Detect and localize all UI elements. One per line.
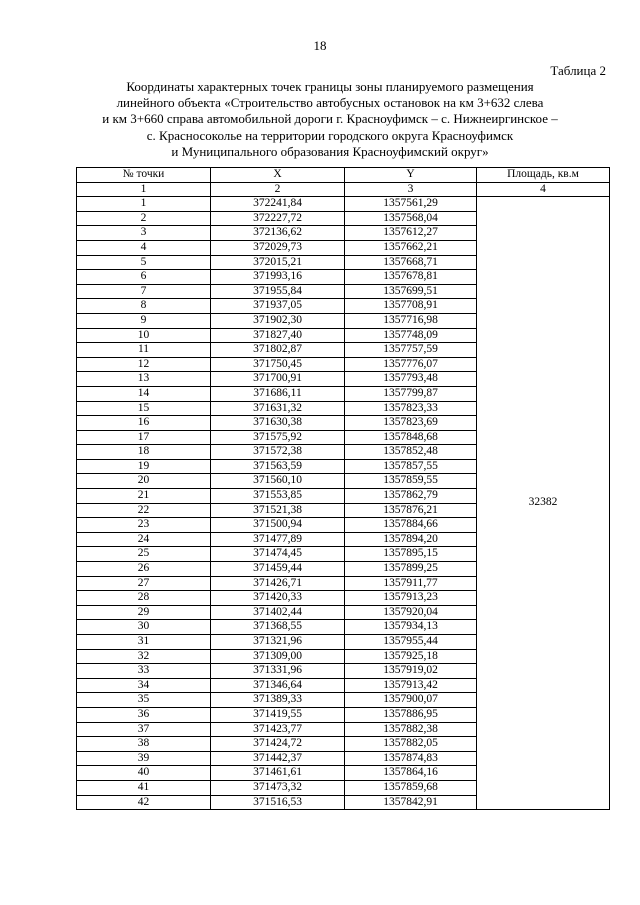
point-number-cell: 20	[77, 474, 211, 489]
y-coordinate-cell: 1357900,07	[345, 693, 477, 708]
point-number-cell: 12	[77, 357, 211, 372]
y-coordinate-cell: 1357862,79	[345, 489, 477, 504]
x-coordinate-cell: 371802,87	[211, 343, 345, 358]
y-coordinate-cell: 1357842,91	[345, 795, 477, 810]
point-number-cell: 14	[77, 386, 211, 401]
y-coordinate-cell: 1357568,04	[345, 211, 477, 226]
y-coordinate-cell: 1357886,95	[345, 707, 477, 722]
point-number-cell: 3	[77, 226, 211, 241]
column-number: 2	[211, 182, 345, 197]
y-coordinate-cell: 1357799,87	[345, 386, 477, 401]
point-number-cell: 17	[77, 430, 211, 445]
y-coordinate-cell: 1357894,20	[345, 532, 477, 547]
y-coordinate-cell: 1357776,07	[345, 357, 477, 372]
area-value-cell: 32382	[477, 197, 610, 810]
x-coordinate-cell: 371424,72	[211, 737, 345, 752]
caption-line: с. Красносоколье на территории городского округа Красноуфимск	[146, 127, 514, 143]
point-number-cell: 29	[77, 605, 211, 620]
x-coordinate-cell: 371937,05	[211, 299, 345, 314]
y-coordinate-cell: 1357678,81	[345, 270, 477, 285]
y-coordinate-cell: 1357925,18	[345, 649, 477, 664]
x-coordinate-cell: 371827,40	[211, 328, 345, 343]
y-coordinate-cell: 1357662,21	[345, 240, 477, 255]
point-number-cell: 37	[77, 722, 211, 737]
y-coordinate-cell: 1357895,15	[345, 547, 477, 562]
point-number-cell: 30	[77, 620, 211, 635]
y-coordinate-cell: 1357882,38	[345, 722, 477, 737]
x-coordinate-cell: 372241,84	[211, 197, 345, 212]
x-coordinate-cell: 371630,38	[211, 416, 345, 431]
point-number-cell: 38	[77, 737, 211, 752]
point-number-cell: 40	[77, 766, 211, 781]
x-coordinate-cell: 371902,30	[211, 313, 345, 328]
point-number-cell: 41	[77, 780, 211, 795]
table-label: Таблица 2	[550, 63, 606, 78]
caption-line: линейного объекта «Строительство автобусных остановок на км 3+632 слева	[116, 95, 544, 111]
x-coordinate-cell: 371309,00	[211, 649, 345, 664]
x-coordinate-cell: 371553,85	[211, 489, 345, 504]
column-number: 4	[477, 182, 610, 197]
x-coordinate-cell: 371560,10	[211, 474, 345, 489]
x-coordinate-cell: 372136,62	[211, 226, 345, 241]
header-x: X	[211, 168, 345, 183]
point-number-cell: 25	[77, 547, 211, 562]
point-number-cell: 31	[77, 635, 211, 650]
table-header-row	[77, 168, 610, 183]
point-number-cell: 19	[77, 459, 211, 474]
y-coordinate-cell: 1357716,98	[345, 313, 477, 328]
column-number: 1	[77, 182, 211, 197]
y-coordinate-cell: 1357882,05	[345, 737, 477, 752]
point-number-cell: 10	[77, 328, 211, 343]
point-number-cell: 32	[77, 649, 211, 664]
x-coordinate-cell: 371750,45	[211, 357, 345, 372]
header-point-number: № точки	[77, 168, 211, 183]
y-coordinate-cell: 1357920,04	[345, 605, 477, 620]
point-number-cell: 15	[77, 401, 211, 416]
y-coordinate-cell: 1357864,16	[345, 766, 477, 781]
point-number-cell: 23	[77, 518, 211, 533]
column-number: 3	[345, 182, 477, 197]
y-coordinate-cell: 1357911,77	[345, 576, 477, 591]
x-coordinate-cell: 371346,64	[211, 678, 345, 693]
y-coordinate-cell: 1357857,55	[345, 459, 477, 474]
y-coordinate-cell: 1357884,66	[345, 518, 477, 533]
x-coordinate-cell: 371474,45	[211, 547, 345, 562]
point-number-cell: 16	[77, 416, 211, 431]
coordinates-table	[76, 167, 610, 810]
y-coordinate-cell: 1357793,48	[345, 372, 477, 387]
y-coordinate-cell: 1357934,13	[345, 620, 477, 635]
header-y: Y	[345, 168, 477, 183]
x-coordinate-cell: 371459,44	[211, 562, 345, 577]
point-number-cell: 13	[77, 372, 211, 387]
point-number-cell: 7	[77, 284, 211, 299]
y-coordinate-cell: 1357823,33	[345, 401, 477, 416]
point-number-cell: 5	[77, 255, 211, 270]
x-coordinate-cell: 371572,38	[211, 445, 345, 460]
y-coordinate-cell: 1357699,51	[345, 284, 477, 299]
y-coordinate-cell: 1357708,91	[345, 299, 477, 314]
x-coordinate-cell: 371442,37	[211, 751, 345, 766]
x-coordinate-cell: 371700,91	[211, 372, 345, 387]
table-row	[77, 197, 610, 212]
x-coordinate-cell: 371402,44	[211, 605, 345, 620]
point-number-cell: 34	[77, 678, 211, 693]
x-coordinate-cell: 371461,61	[211, 766, 345, 781]
page-number: 18	[313, 38, 327, 53]
point-number-cell: 36	[77, 707, 211, 722]
x-coordinate-cell: 371563,59	[211, 459, 345, 474]
x-coordinate-cell: 371423,77	[211, 722, 345, 737]
point-number-cell: 39	[77, 751, 211, 766]
x-coordinate-cell: 372015,21	[211, 255, 345, 270]
point-number-cell: 8	[77, 299, 211, 314]
y-coordinate-cell: 1357876,21	[345, 503, 477, 518]
x-coordinate-cell: 372029,73	[211, 240, 345, 255]
point-number-cell: 4	[77, 240, 211, 255]
point-number-cell: 18	[77, 445, 211, 460]
header-area: Площадь, кв.м	[477, 168, 610, 183]
point-number-cell: 9	[77, 313, 211, 328]
x-coordinate-cell: 371500,94	[211, 518, 345, 533]
point-number-cell: 42	[77, 795, 211, 810]
caption-line: и км 3+660 справа автомобильной дороги г. Красноуфимск – с. Нижнеиргинское –	[102, 111, 558, 127]
y-coordinate-cell: 1357852,48	[345, 445, 477, 460]
x-coordinate-cell: 371389,33	[211, 693, 345, 708]
y-coordinate-cell: 1357874,83	[345, 751, 477, 766]
point-number-cell: 11	[77, 343, 211, 358]
point-number-cell: 24	[77, 532, 211, 547]
caption-line: Координаты характерных точек границы зоны планируемого размещения	[126, 79, 534, 94]
y-coordinate-cell: 1357748,09	[345, 328, 477, 343]
x-coordinate-cell: 371631,32	[211, 401, 345, 416]
x-coordinate-cell: 371477,89	[211, 532, 345, 547]
point-number-cell: 28	[77, 591, 211, 606]
point-number-cell: 2	[77, 211, 211, 226]
x-coordinate-cell: 371419,55	[211, 707, 345, 722]
point-number-cell: 35	[77, 693, 211, 708]
y-coordinate-cell: 1357823,69	[345, 416, 477, 431]
y-coordinate-cell: 1357668,71	[345, 255, 477, 270]
y-coordinate-cell: 1357859,68	[345, 780, 477, 795]
point-number-cell: 27	[77, 576, 211, 591]
y-coordinate-cell: 1357859,55	[345, 474, 477, 489]
point-number-cell: 22	[77, 503, 211, 518]
x-coordinate-cell: 371368,55	[211, 620, 345, 635]
point-number-cell: 21	[77, 489, 211, 504]
column-number-row	[77, 182, 610, 197]
x-coordinate-cell: 371516,53	[211, 795, 345, 810]
point-number-cell: 33	[77, 664, 211, 679]
x-coordinate-cell: 371420,33	[211, 591, 345, 606]
y-coordinate-cell: 1357919,02	[345, 664, 477, 679]
x-coordinate-cell: 371331,96	[211, 664, 345, 679]
caption-line: и Муниципального образования Красноуфимский округ»	[171, 143, 489, 159]
y-coordinate-cell: 1357913,42	[345, 678, 477, 693]
point-number-cell: 1	[77, 197, 211, 212]
x-coordinate-cell: 371473,32	[211, 780, 345, 795]
x-coordinate-cell: 371993,16	[211, 270, 345, 285]
x-coordinate-cell: 371686,11	[211, 386, 345, 401]
table-body	[77, 197, 610, 810]
y-coordinate-cell: 1357612,27	[345, 226, 477, 241]
y-coordinate-cell: 1357913,23	[345, 591, 477, 606]
y-coordinate-cell: 1357757,59	[345, 343, 477, 358]
x-coordinate-cell: 371321,96	[211, 635, 345, 650]
point-number-cell: 6	[77, 270, 211, 285]
y-coordinate-cell: 1357955,44	[345, 635, 477, 650]
table-caption	[60, 79, 600, 160]
x-coordinate-cell: 371575,92	[211, 430, 345, 445]
y-coordinate-cell: 1357848,68	[345, 430, 477, 445]
y-coordinate-cell: 1357899,25	[345, 562, 477, 577]
point-number-cell: 26	[77, 562, 211, 577]
x-coordinate-cell: 371426,71	[211, 576, 345, 591]
y-coordinate-cell: 1357561,29	[345, 197, 477, 212]
x-coordinate-cell: 371955,84	[211, 284, 345, 299]
x-coordinate-cell: 371521,38	[211, 503, 345, 518]
x-coordinate-cell: 372227,72	[211, 211, 345, 226]
